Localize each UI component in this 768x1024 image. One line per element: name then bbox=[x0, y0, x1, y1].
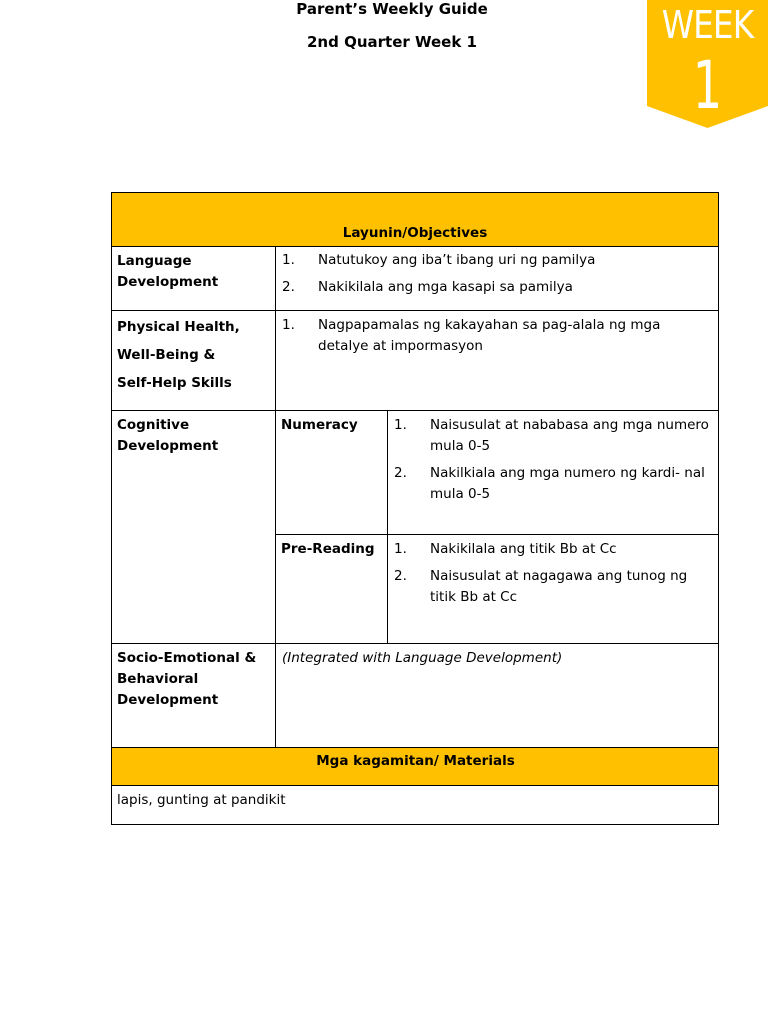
badge-week-label: WEEK bbox=[661, 3, 754, 47]
pre-reading-label: Pre-Reading bbox=[275, 534, 387, 643]
socio-emotional-note: (Integrated with Language Development) bbox=[275, 643, 719, 747]
page-subtitle: 2nd Quarter Week 1 bbox=[307, 33, 477, 51]
objectives-header: Layunin/Objectives bbox=[111, 192, 719, 246]
physical-health-objectives bbox=[275, 310, 719, 410]
list-item: 1. Natutukoy ang iba’t ibang uri ng pamilya bbox=[282, 252, 596, 268]
week-badge bbox=[647, 0, 768, 128]
socio-emotional-label: Socio-Emotional & Behavioral Development bbox=[111, 643, 275, 747]
cognitive-development-label: Cognitive Development bbox=[111, 410, 275, 643]
materials-header: Mga kagamitan/ Materials bbox=[111, 747, 719, 785]
numeracy-label: Numeracy bbox=[275, 410, 387, 534]
list-item: 1. Nagpapamalas ng kakayahan sa pag-alala ng mga detalye at impormasyon bbox=[282, 317, 661, 354]
badge-week-number: 1 bbox=[692, 47, 723, 124]
list-item: 2. Naisusulat at nagagawa ang tunog ng titik Bb at Cc bbox=[394, 568, 688, 605]
materials-list: lapis, gunting at pandikit bbox=[111, 785, 719, 825]
language-development-label: Language Development bbox=[111, 246, 275, 310]
page-title: Parent’s Weekly Guide bbox=[296, 0, 488, 18]
list-item: 2. Nakikilala ang mga kasapi sa pamilya bbox=[282, 279, 573, 295]
physical-health-label: Physical Health, Well-Being & Self-Help Skills bbox=[111, 310, 275, 410]
pre-reading-objectives bbox=[387, 534, 719, 643]
list-item: 1. Naisusulat at nababasa ang mga numero mula 0-5 bbox=[394, 417, 709, 454]
list-item: 2. Nakilkiala ang mga numero ng kardi- nal mula 0-5 bbox=[394, 465, 705, 502]
list-item: 1. Nakikilala ang titik Bb at Cc bbox=[394, 541, 617, 557]
language-objectives bbox=[275, 246, 719, 310]
numeracy-objectives bbox=[387, 410, 719, 534]
